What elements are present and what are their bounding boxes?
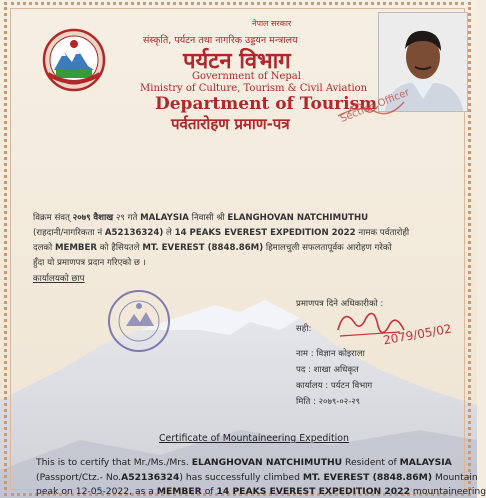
text: Mountain — [434, 472, 478, 483]
office-label: कार्यालय : — [296, 381, 329, 391]
text: को हैसियतले — [99, 243, 140, 253]
office-row — [296, 380, 372, 391]
section-officer-seal — [330, 76, 410, 126]
peak-en: MT. EVEREST (8848.86M) — [302, 472, 433, 483]
office-stamp — [104, 286, 174, 356]
text: ले — [166, 228, 172, 238]
month: वैशाख — [93, 213, 114, 223]
text: peak on 12-05-2022, as a — [36, 486, 154, 497]
body-nepali-line-3 — [33, 241, 392, 253]
text: २९ गते — [115, 213, 138, 223]
body-nepali-line-1 — [33, 211, 368, 223]
text: हिमालचुली सफलतापूर्वक आरोहण गरेको — [265, 243, 392, 253]
role: MEMBER — [54, 243, 97, 253]
office-seal-label: कार्यालयको छाप — [33, 274, 85, 284]
country: MALAYSIA — [140, 213, 189, 223]
text: Resident of — [345, 457, 397, 468]
text: निवासी श्री — [191, 213, 225, 223]
seal-text: Section Officer — [338, 87, 412, 125]
signatory-heading: प्रमाणपत्र दिने अधिकारीको : — [296, 299, 384, 309]
english-line-3 — [36, 486, 486, 497]
text: (राहदानी/नागरिकता नं — [33, 228, 103, 238]
post-value: शाखा अधिकृत — [313, 365, 359, 375]
header-nepal-sarkar: नेपाल सरकार — [252, 19, 292, 28]
header-ministry-english: Ministry of Culture, Tourism & Civil Aviation — [140, 83, 368, 94]
signature — [330, 300, 460, 350]
name-value: विज्ञान कोइराला — [316, 349, 365, 359]
text: ) has successfully climbed — [179, 472, 300, 483]
certificate-title-nepali: पर्वतारोहण प्रमाण-पत्र — [171, 115, 290, 133]
text: mountaineering — [412, 486, 486, 497]
date-row — [296, 396, 360, 407]
body-nepali-line-4: हुँदा यो प्रमाणपत्र प्रदान गरिएको छ । — [33, 258, 146, 268]
header-department-english: Department of Tourism — [155, 94, 378, 114]
office-value: पर्यटन विभाग — [330, 381, 373, 391]
post-label: पद : — [296, 365, 311, 375]
text: नामक पर्वतारोही — [358, 228, 410, 238]
expedition-en: 14 PEAKS EVEREST EXPEDITION 2022 — [216, 486, 410, 497]
certificate-title-english: Certificate of Mountaineering Expedition — [159, 433, 349, 444]
date-value: २०७९-०२-२९ — [318, 397, 361, 407]
name-label: नाम : — [296, 349, 314, 359]
date-label: मिति : — [296, 397, 316, 407]
header-government-english: Government of Nepal — [192, 71, 301, 82]
text: विक्रम संवत् — [33, 213, 70, 223]
english-line-1 — [36, 457, 452, 468]
holder-name-en: ELANGHOVAN NATCHIMUTHU — [191, 457, 343, 468]
holder-name: ELANGHOVAN NATCHIMUTHU — [227, 213, 369, 223]
role-en: MEMBER — [156, 486, 202, 497]
handwritten-date: 2079/05/02 — [382, 321, 453, 348]
year: २०७९ — [72, 213, 91, 223]
header-department-nepali: पर्यटन विभाग — [183, 49, 291, 74]
post-row — [296, 364, 359, 375]
body-nepali-line-2 — [33, 226, 409, 238]
english-line-2 — [36, 472, 478, 483]
expedition-name: 14 PEAKS EVEREST EXPEDITION 2022 — [174, 228, 356, 238]
text: दलको — [33, 243, 53, 253]
text: of — [204, 486, 214, 497]
passport-number: A52136324) — [104, 228, 164, 238]
peak: MT. EVEREST (8848.86M) — [142, 243, 264, 253]
signature-label: सही: — [296, 324, 312, 334]
text: This is to certify that Mr./Ms./Mrs. — [36, 457, 189, 468]
nepal-emblem-icon — [42, 28, 106, 92]
passport-en: A52136324 — [121, 472, 180, 483]
name-row — [296, 348, 365, 359]
text: (Passport/Ctz.- No. — [36, 472, 122, 483]
country-en: MALAYSIA — [399, 457, 452, 468]
header-ministry-nepali: संस्कृति, पर्यटन तथा नागरिक उड्डयन मन्त्रालय — [143, 35, 298, 46]
